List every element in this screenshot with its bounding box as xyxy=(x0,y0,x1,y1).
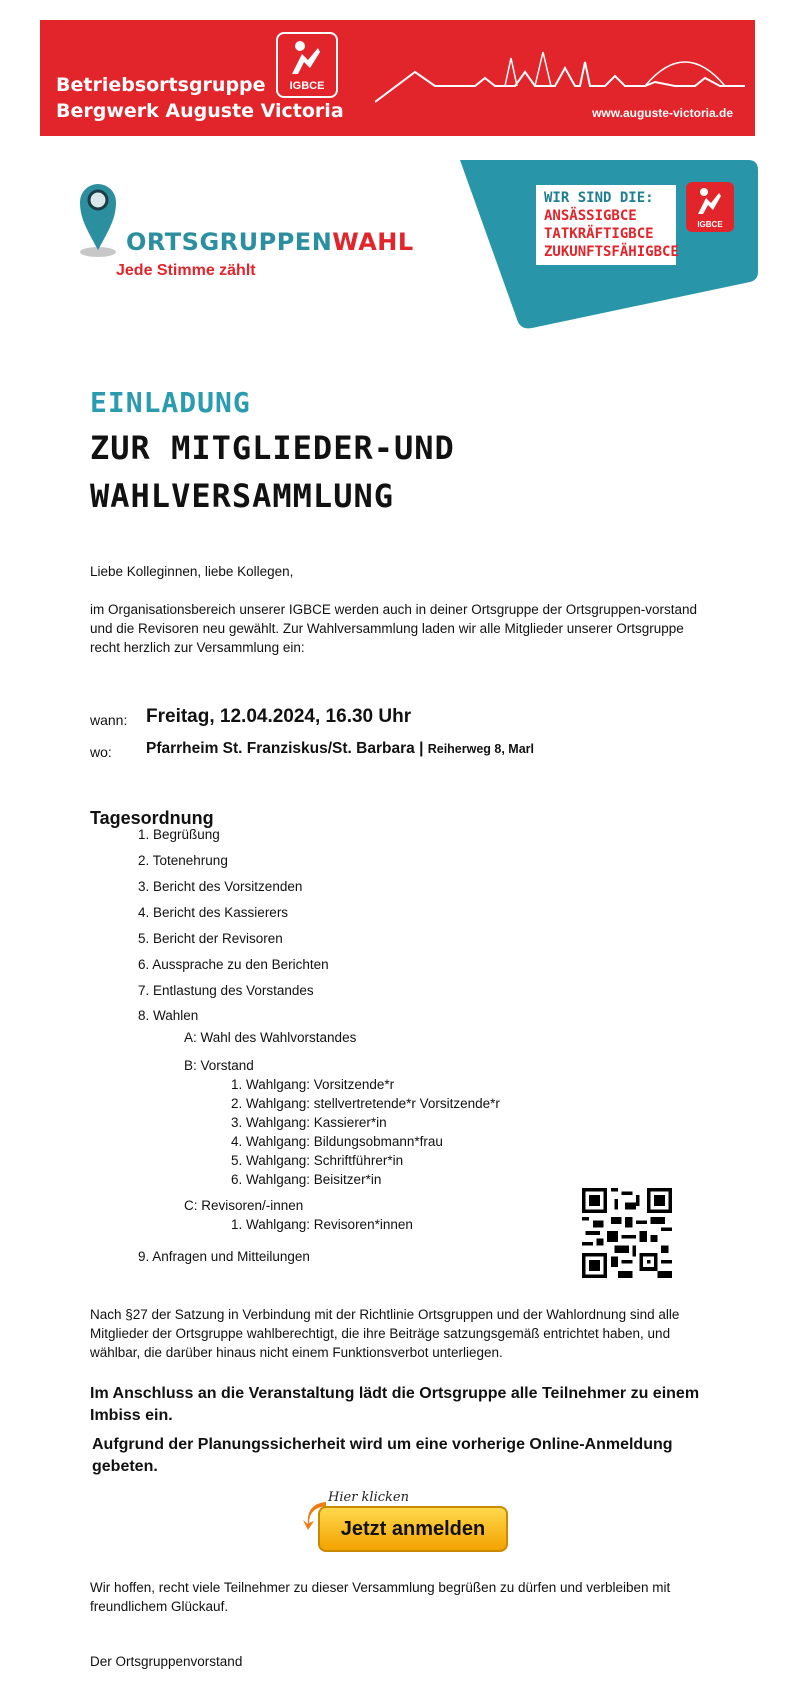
wordmark-part-b: WAHL xyxy=(332,228,414,256)
agenda-subitem: A: Wahl des Wahlvorstandes xyxy=(184,1030,357,1045)
agenda-subitem: B: Vorstand xyxy=(184,1058,254,1073)
greeting: Liebe Kolleginnen, liebe Kollegen, xyxy=(90,564,294,579)
agenda-ballot: 1. Wahlgang: Revisoren*innen xyxy=(231,1217,413,1232)
campaign-line2: ANSÄSSIGBCE xyxy=(544,208,637,224)
agenda-item: 6. Aussprache zu den Berichten xyxy=(138,957,329,972)
campaign-igbce-logo-icon xyxy=(686,182,734,232)
agenda-ballot: 2. Wahlgang: stellvertretende*r Vorsitzende*r xyxy=(231,1096,500,1111)
agenda-ballot: 5. Wahlgang: Schriftführer*in xyxy=(231,1153,404,1168)
agenda-item: 9. Anfragen und Mitteilungen xyxy=(138,1249,310,1264)
wordmark-part-a: ORTSGRUPPEN xyxy=(126,228,333,256)
signature: Der Ortsgruppenvorstand xyxy=(90,1654,243,1669)
agenda-item: 1. Begrüßung xyxy=(138,827,220,842)
invitation-kicker: EINLADUNG xyxy=(90,386,251,419)
cta-hint: Hier klicken xyxy=(328,1490,409,1505)
ortsgruppenwahl-logo xyxy=(78,180,414,290)
agenda-item: 8. Wahlen xyxy=(138,1008,199,1023)
campaign-logo-label: IGBCE xyxy=(697,220,723,229)
campaign-line1: WIR SIND DIE: xyxy=(544,190,654,206)
agenda-item: 5. Bericht der Revisoren xyxy=(138,931,283,946)
wo-label: wo: xyxy=(90,744,112,760)
agenda-ballot: 4. Wahlgang: Bildungsobmann*frau xyxy=(231,1134,443,1149)
map-pin-icon xyxy=(78,180,126,260)
banner-url[interactable]: www.auguste-victoria.de xyxy=(592,106,733,120)
agenda-title: Tagesordnung xyxy=(90,808,214,828)
registration-cta xyxy=(300,1490,520,1556)
banner-title-line2: Bergwerk Auguste Victoria xyxy=(56,100,344,122)
imbiss-notice: Im Anschluss an die Veranstaltung lädt die Ortsgruppe alle Teilnehmer zu einem Imbiss ein. xyxy=(90,1385,700,1424)
banner-logo-label: IGBCE xyxy=(289,80,325,92)
closing-paragraph: Wir hoffen, recht viele Teilnehmer zu dieser Versammlung begrüßen zu dürfen und verbleiben mit freundlichem Glückauf. xyxy=(90,1580,671,1614)
agenda-ballot: 1. Wahlgang: Vorsitzende*r xyxy=(231,1077,395,1092)
ortsgruppenwahl-tagline: Jede Stimme zählt xyxy=(116,262,256,279)
intro-paragraph: im Organisationsbereich unserer IGBCE werden auch in deiner Ortsgruppe der Ortsgruppen-vorstand und die Revisoren neu gewählt. Zur Wahlversammlung laden wir alle Mitglieder unserer Ortsgruppe recht herzlich zur Versammlung ein: xyxy=(90,602,698,655)
page-title xyxy=(90,424,455,520)
agenda-subitem: C: Revisoren/-innen xyxy=(184,1198,304,1213)
campaign-slogan-box xyxy=(536,185,679,265)
satzung-paragraph: Nach §27 der Satzung in Verbindung mit der Richtlinie Ortsgruppen und der Wahlordnung sind alle Mitglieder der Ortsgruppe wahlberechtigt, die ihre Beiträge satzungsgemäß entrichtet haben, und wählbar, die darüber hinaus nicht einem Funktionsverbot unterliegen. xyxy=(90,1307,680,1360)
ortsgruppenwahl-wordmark xyxy=(126,228,414,256)
agenda-item: 7. Entlastung des Vorstandes xyxy=(138,983,314,998)
header-banner xyxy=(40,20,755,136)
qr-code-icon[interactable] xyxy=(582,1188,672,1278)
event-date: Freitag, 12.04.2024, 16.30 Uhr xyxy=(146,706,412,727)
registration-note: Aufgrund der Planungssicherheit wird um eine vorherige Online-Anmeldung gebeten. xyxy=(92,1436,673,1475)
campaign-igbce-symbol-icon xyxy=(686,182,734,220)
agenda-item: 3. Bericht des Vorsitzenden xyxy=(138,879,303,894)
agenda-ballot: 6. Wahlgang: Beisitzer*in xyxy=(231,1172,382,1187)
igbce-symbol-icon xyxy=(278,34,336,80)
igbce-logo-icon xyxy=(276,32,338,98)
event-venue: Pfarrheim St. Franziskus/St. Barbara | xyxy=(146,740,424,757)
page-title-line2: WAHLVERSAMMLUNG xyxy=(90,477,394,515)
agenda-ballot: 3. Wahlgang: Kassierer*in xyxy=(231,1115,387,1130)
skyline-icon xyxy=(375,42,745,114)
campaign-panel xyxy=(460,160,758,330)
page-title-line1: ZUR MITGLIEDER-UND xyxy=(90,429,455,467)
campaign-line4: ZUKUNFTSFÄHIGBCE xyxy=(544,244,679,260)
agenda-item: 2. Totenehrung xyxy=(138,853,228,868)
banner-title-line1: Betriebsortsgruppe xyxy=(56,74,266,96)
campaign-line3: TATKRÄFTIGBCE xyxy=(544,226,654,242)
event-location xyxy=(146,740,534,758)
wann-label: wann: xyxy=(90,712,128,728)
register-button[interactable]: Jetzt anmelden xyxy=(318,1506,508,1552)
event-address: Reiherweg 8, Marl xyxy=(427,742,535,756)
agenda-item: 4. Bericht des Kassierers xyxy=(138,905,289,920)
